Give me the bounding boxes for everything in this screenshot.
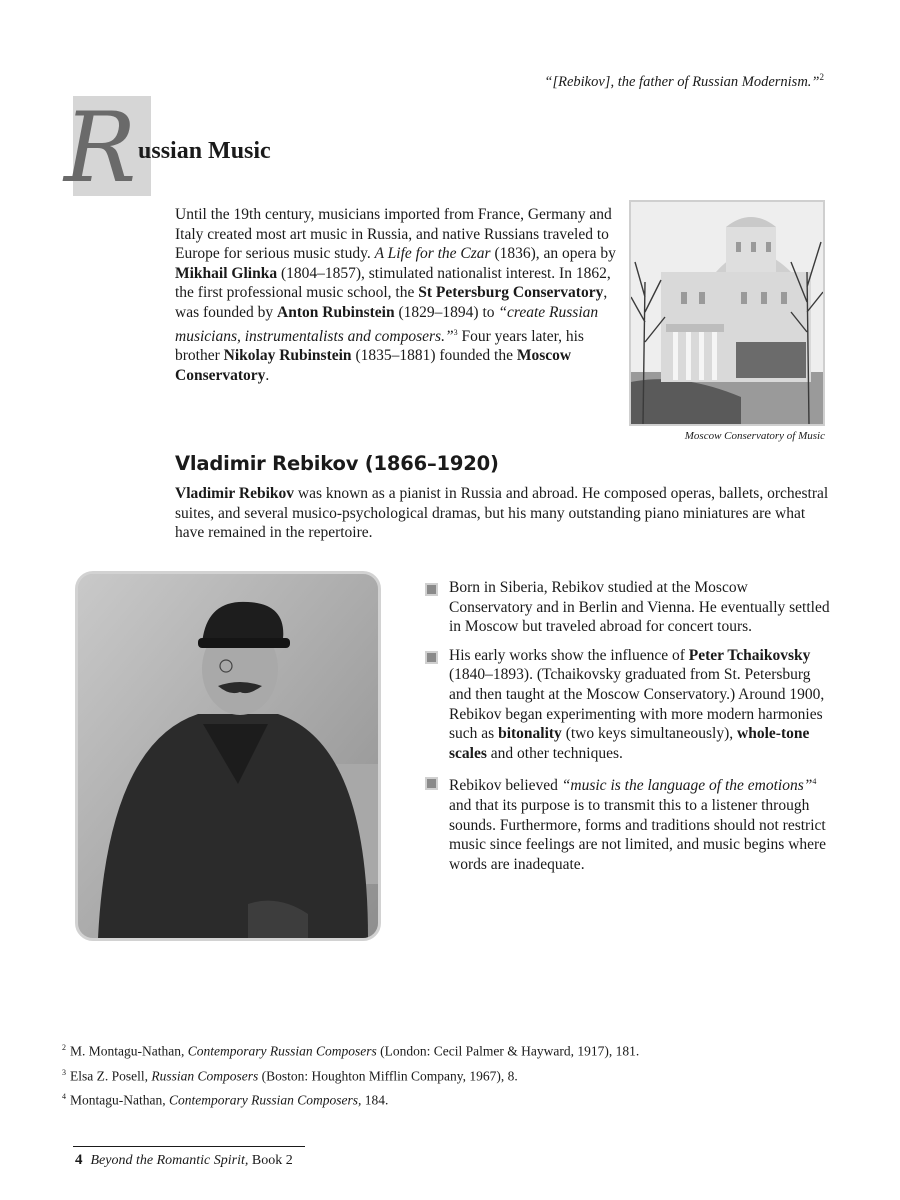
book-title: Beyond the Romantic Spirit, xyxy=(90,1153,249,1168)
term-whole-tone-scales: whole-tone scales xyxy=(449,725,810,762)
rebikov-quote: “music is the language of the emotions” xyxy=(561,777,813,795)
composer-nikolay-rubinstein: Nikolay Rubinstein xyxy=(223,347,352,365)
st-petersburg-conservatory: St Petersburg Conservatory xyxy=(418,284,604,302)
intro-paragraph: Until the 19th century, musicians imported from France, Germany and Italy created most art music in Russia, and native Russians traveled to Europe for serious music study. A Life for the Czar (1836), an opera by Mikhail Glinka (1804–1857), stimulated nationalist interest. In 1862, the first professional music school, the St Petersburg Conservatory, was founded by Anton Rubinstein (1829–1894) to “create Russian musicians, instrumentalists and composers.”$^3$ Four years later, his brother Nikolay Rubinstein (1835–1881) founded the Moscow Conservatory. xyxy=(175,206,616,384)
page-number: 4 xyxy=(75,1152,83,1168)
page-title: ussian Music xyxy=(138,138,271,164)
footnote: $^4$ Montagu-Nathan, Contemporary Russian Composers, 184. xyxy=(62,1092,389,1108)
square-bullet-icon xyxy=(425,583,438,596)
photo-caption: Moscow Conservatory of Music xyxy=(684,430,825,442)
square-bullet-icon xyxy=(425,777,438,790)
rubinstein-quote: “create Russian musicians, instrumentalists and composers.” xyxy=(175,303,599,345)
composer-glinka: Mikhail Glinka xyxy=(175,264,278,282)
opera-title: A Life for the Czar xyxy=(374,245,491,263)
footer-divider xyxy=(73,1146,305,1147)
composer-tchaikovsky: Peter Tchaikovsky xyxy=(688,646,811,664)
footnote-marker: 2 xyxy=(819,72,824,82)
footnote: $^3$ Elsa Z. Posell, Russian Composers (Boston: Houghton Mifflin Company, 1967), 8. xyxy=(62,1067,518,1083)
footnote: $^2$ M. Montagu-Nathan, Contemporary Russian Composers (London: Cecil Palmer & Hayward, 1917), 181. xyxy=(62,1043,640,1059)
composer-anton-rubinstein: Anton Rubinstein xyxy=(277,303,395,321)
composer-rebikov: Vladimir Rebikov xyxy=(175,485,294,502)
list-item: Born in Siberia, Rebikov studied at the Moscow Conservatory and in Berlin and Vienna. He eventually settled in Moscow but traveled abroad for concert tours. xyxy=(423,578,833,637)
moscow-conservatory: Moscow Conservatory xyxy=(175,347,572,384)
page-footer xyxy=(75,1152,293,1169)
bio-paragraph: Vladimir Rebikov was known as a pianist in Russia and abroad. He composed operas, ballets, orchestral suites, and several musico-psychological dramas, but his many outstanding piano miniatures are what have remained in the repertoire. xyxy=(175,485,829,542)
title-drop-initial: R xyxy=(64,92,137,204)
square-bullet-icon xyxy=(425,651,438,664)
epigraph-quote: “[Rebikov], the father of Russian Modernism.”$^2$ xyxy=(544,72,824,90)
moscow-conservatory-photo xyxy=(629,200,825,426)
footnotes xyxy=(62,1037,842,1111)
rebikov-portrait-photo xyxy=(75,571,381,941)
book-volume: Book 2 xyxy=(251,1153,293,1168)
section-heading: Vladimir Rebikov (1866–1920) xyxy=(175,452,499,475)
list-item: His early works show the influence of Peter Tchaikovsky (1840–1893). (Tchaikovsky graduated from St. Petersburg and then taught at the Moscow Conservatory.) Around 1900, Rebikov began experimenting with more modern harmonies such as bitonality (two keys simultaneously), whole-tone scales and other techniques. xyxy=(423,646,833,764)
list-item: Rebikov believed “music is the language of the emotions”$^4$ and that its purpose is to transmit this to a listener through sounds. Furthermore, forms and traditions should not restrict music since feelings are not limited, and music begins where words are inadequate. xyxy=(423,772,833,874)
bullet-list xyxy=(423,578,833,883)
term-bitonality: bitonality xyxy=(498,725,562,743)
